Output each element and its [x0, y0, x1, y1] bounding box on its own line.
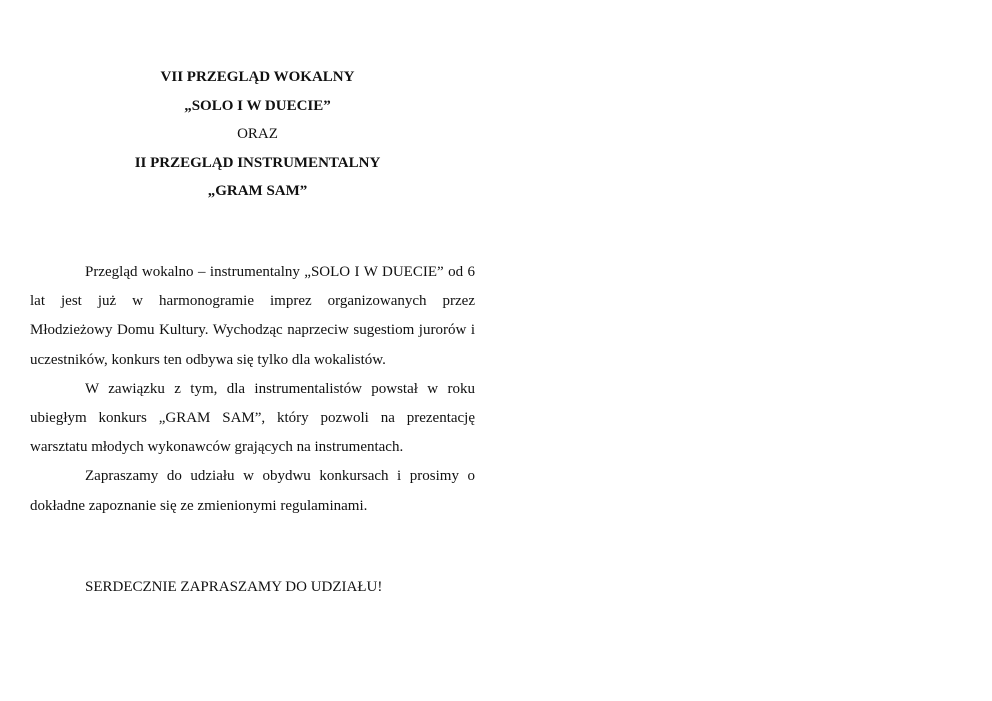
paragraph-1: Przegląd wokalno – instrumentalny „SOLO I W DUECIE” od 6 lat jest już w harmonogramie imprez organizowanych przez Młodzieżowy Domu Kultury. Wychodząc naprzeciw sugestiom jurorów i uczestników, konkurs ten odbywa się tylko dla wokalistów.: [30, 264, 475, 368]
body-text: [30, 258, 475, 521]
closing-line: SERDECZNIE ZAPRASZAMY DO UDZIAŁU!: [85, 579, 383, 595]
paragraph-3: Zapraszamy do udziału w obydwu konkursach i prosimy o dokładne zapoznanie się ze zmienionymi regulaminami.: [30, 468, 475, 514]
title-line-1: VII PRZEGLĄD WOKALNY: [160, 69, 355, 85]
title-line-2: „SOLO I W DUECIE”: [184, 97, 331, 114]
paragraph-2: W zawiązku z tym, dla instrumentalistów powstał w roku ubiegłym konkurs „GRAM SAM”, który pozwoli na prezentację warsztatu młodych wykonawców grających na instrumentach.: [30, 380, 475, 456]
title-line-4: II PRZEGLĄD INSTRUMENTALNY: [134, 154, 381, 171]
title-line-5: „GRAM SAM”: [207, 183, 308, 199]
title-line-3: ORAZ: [237, 126, 278, 142]
title-block: [30, 63, 485, 206]
